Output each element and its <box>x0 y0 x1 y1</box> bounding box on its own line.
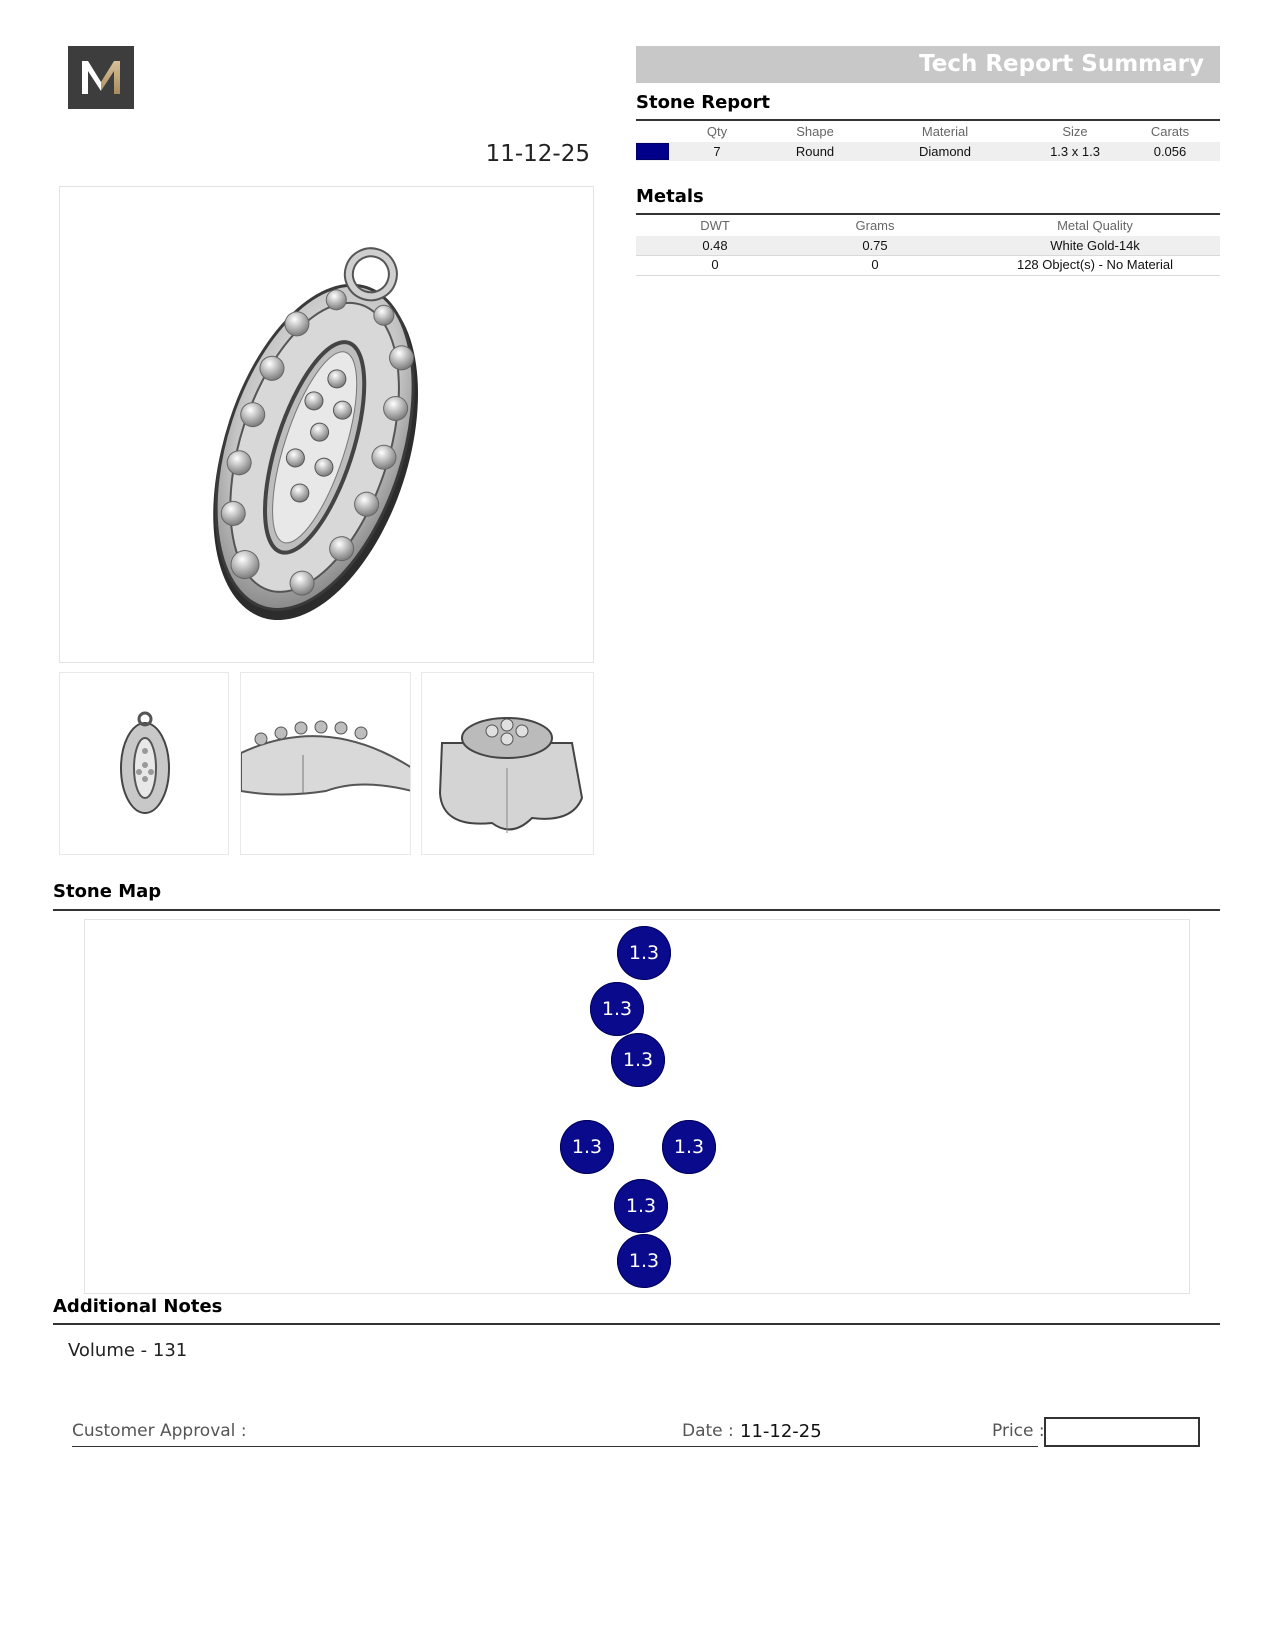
stone-report-divider <box>636 119 1220 121</box>
customer-approval-label: Customer Approval : <box>72 1421 247 1441</box>
stone-map-canvas <box>84 919 1190 1294</box>
price-label: Price : <box>992 1421 1045 1441</box>
metals-title: Metals <box>636 186 704 207</box>
stone-map-title: Stone Map <box>53 881 162 902</box>
metals-row-1-grams: 0.75 <box>862 238 888 253</box>
report-date: 11-12-25 <box>485 141 590 167</box>
stone-col-shape: Shape <box>796 124 834 139</box>
approval-date-value: 11-12-25 <box>740 1421 822 1442</box>
m-logo-icon <box>68 46 134 109</box>
thumbnail-front[interactable] <box>59 672 229 855</box>
additional-notes-text: Volume - 131 <box>68 1340 188 1361</box>
thumbnail-side[interactable] <box>240 672 411 855</box>
stone-col-carats: Carats <box>1150 124 1190 139</box>
stone-marker[interactable]: 1.3 <box>614 1179 668 1233</box>
pendant-front-thumbnail <box>60 673 229 855</box>
stone-marker[interactable]: 1.3 <box>617 926 671 980</box>
metals-divider <box>636 213 1220 215</box>
stone-qty: 7 <box>713 144 721 159</box>
metals-row-2-grams: 0 <box>871 257 879 272</box>
stone-carats: 0.056 <box>1153 144 1187 159</box>
metals-table-bottom <box>636 275 1220 276</box>
stone-marker[interactable]: 1.3 <box>560 1120 614 1174</box>
additional-notes-title: Additional Notes <box>53 1296 223 1317</box>
price-input[interactable] <box>1044 1417 1200 1447</box>
stone-marker[interactable]: 1.3 <box>662 1120 716 1174</box>
approval-signature-line <box>72 1446 1038 1447</box>
stone-marker[interactable]: 1.3 <box>590 982 644 1036</box>
stone-marker[interactable]: 1.3 <box>617 1234 671 1288</box>
stone-material: Diamond <box>918 144 972 159</box>
approval-date-label: Date : <box>682 1421 734 1441</box>
stone-color-swatch <box>636 143 669 160</box>
pendant-render <box>60 187 595 664</box>
report-header-bar <box>636 46 1220 83</box>
main-render-view <box>59 186 594 663</box>
company-logo <box>68 46 134 109</box>
thumbnail-end[interactable] <box>421 672 594 855</box>
metals-col-grams: Grams <box>855 218 895 233</box>
stone-report-title: Stone Report <box>636 92 771 113</box>
metals-col-quality: Metal Quality <box>1057 218 1133 233</box>
stone-shape: Round <box>795 144 835 159</box>
stone-col-material: Material <box>921 124 969 139</box>
metals-row-divider <box>636 255 1220 256</box>
pendant-end-thumbnail <box>422 673 594 855</box>
metals-row-1-dwt: 0.48 <box>702 238 728 253</box>
stone-map-divider <box>53 909 1220 911</box>
stone-marker[interactable]: 1.3 <box>611 1033 665 1087</box>
additional-notes-divider <box>53 1323 1220 1325</box>
stone-col-size: Size <box>1062 124 1088 139</box>
metals-row-2-quality: 128 Object(s) - No Material <box>1016 257 1174 272</box>
stone-col-qty: Qty <box>706 124 728 139</box>
metals-row-2-dwt: 0 <box>711 257 719 272</box>
pendant-side-thumbnail <box>241 673 411 855</box>
report-title: Tech Report Summary <box>919 51 1204 77</box>
stone-size: 1.3 x 1.3 <box>1050 144 1100 159</box>
metals-col-dwt: DWT <box>700 218 730 233</box>
metals-row-1-quality: White Gold-14k <box>1050 238 1140 253</box>
